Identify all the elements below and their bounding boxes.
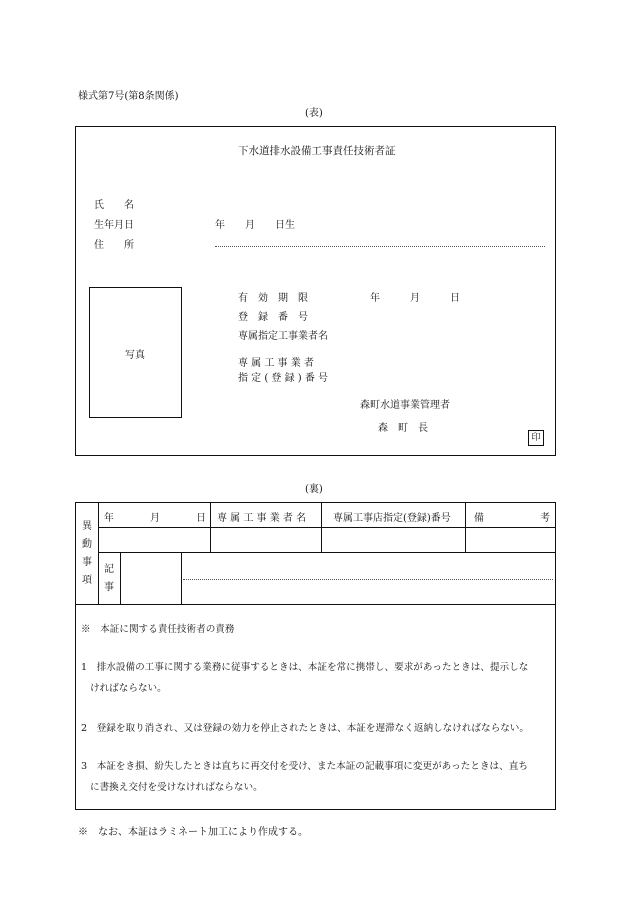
- registration-label: 登 録 番 号: [238, 312, 308, 323]
- mayor: 森 町 長: [378, 423, 428, 434]
- address-label: 住 所: [94, 240, 134, 251]
- header-year: 年: [104, 513, 114, 524]
- side-label: 異動事項: [82, 521, 92, 586]
- header-number: 専属工事店指定(登録)番号: [333, 513, 451, 524]
- birthdate-value: 年 月 日生: [215, 220, 295, 231]
- header-month: 月: [150, 513, 160, 524]
- duty-1-line2: ければならない。: [90, 683, 167, 694]
- header-remarks-2: 考: [540, 513, 550, 524]
- duty-2-line1: 2 登録を取り消され、又は登録の効力を停止されたときは、本証を遅滞なく返納しなければならない。: [81, 723, 529, 734]
- validity-label: 有 効 期 限: [238, 293, 308, 304]
- header-remarks-1: 備: [474, 513, 484, 524]
- contractor-line1: 専 属 工 事 業 者: [238, 358, 314, 369]
- section-line: [76, 604, 555, 605]
- seal-icon: 印: [528, 430, 544, 446]
- card-title: 下水道排水設備工事責任技術者証: [238, 145, 396, 157]
- header-row-line: [98, 527, 555, 528]
- col-line-1: [210, 503, 211, 552]
- record-col-line-1: [120, 552, 121, 604]
- record-col-line-2: [181, 552, 182, 604]
- data-row-line: [98, 552, 555, 553]
- back-label: (裏): [305, 484, 323, 495]
- form-number: 様式第7号(第8条関係): [78, 91, 179, 102]
- front-label: (表): [305, 108, 323, 119]
- header-day: 日: [196, 513, 206, 524]
- col-line-2: [321, 503, 322, 552]
- issuer: 森町水道事業管理者: [360, 400, 450, 411]
- birthdate-label: 生年月日: [94, 220, 134, 231]
- duty-3-line1: 3 本証をき損、紛失したときは直ちに再交付を受け、また本証の記載事項に変更があったときは、直ち: [81, 761, 528, 772]
- header-contractor: 専 属 工 事 業 者 名: [217, 513, 307, 524]
- record-label: 記事: [104, 564, 114, 593]
- side-column-line: [98, 503, 99, 604]
- col-line-3: [465, 503, 466, 552]
- address-line: [215, 246, 545, 247]
- record-line: [183, 579, 553, 580]
- duties-title: ※ 本証に関する責任技術者の責務: [81, 624, 235, 635]
- validity-value: 年 月 日: [370, 293, 460, 304]
- duty-3-line2: に書換え交付を受けなければならない。: [90, 782, 263, 793]
- photo-label: 写真: [125, 350, 145, 361]
- footer-note: ※ なお、本証はラミネート加工により作成する。: [78, 827, 308, 838]
- name-label: 氏 名: [94, 200, 134, 211]
- designated-contractor-label: 専属指定工事業者名: [238, 331, 328, 342]
- duty-1-line1: 1 排水設備の工事に関する業務に従事するときは、本証を常に携帯し、要求があったときは、提示しな: [81, 662, 529, 673]
- contractor-line2: 指 定 ( 登 録 ) 番 号: [238, 373, 329, 384]
